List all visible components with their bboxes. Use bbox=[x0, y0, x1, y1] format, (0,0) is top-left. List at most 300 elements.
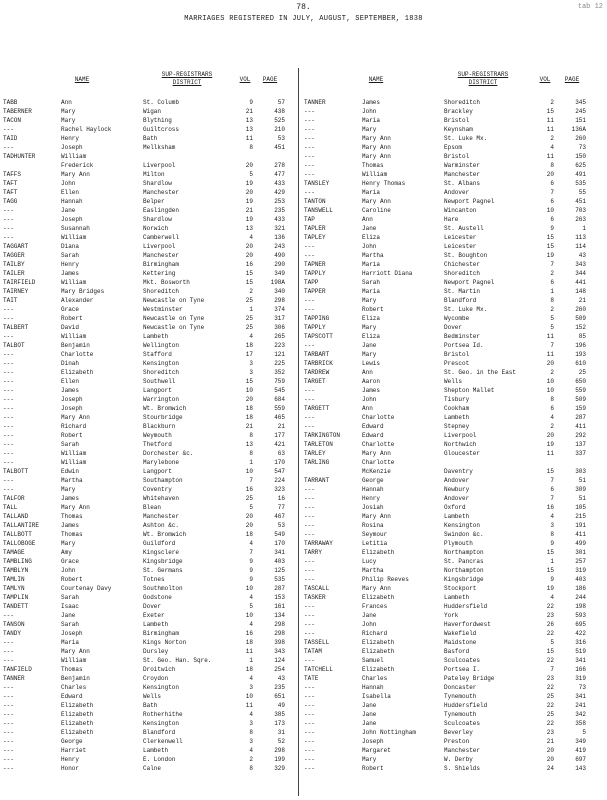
entry-page: 467 bbox=[274, 513, 285, 520]
entry-forename: Charles bbox=[61, 684, 87, 691]
entry-surname: --- bbox=[304, 495, 315, 502]
register-entry bbox=[3, 314, 297, 323]
entry-district: Gloucester bbox=[444, 450, 481, 457]
register-entry bbox=[304, 413, 598, 422]
entry-forename: Charles bbox=[362, 675, 388, 682]
entry-page: 535 bbox=[274, 576, 285, 583]
entry-page: 53 bbox=[277, 135, 285, 142]
entry-forename: Jane bbox=[362, 702, 377, 709]
register-entry bbox=[3, 413, 297, 422]
entry-surname: --- bbox=[304, 342, 315, 349]
entry-forename: Henry bbox=[61, 261, 80, 268]
entry-forename: Samuel bbox=[362, 657, 384, 664]
register-entry bbox=[304, 593, 598, 602]
entry-forename: Thomas bbox=[61, 531, 83, 538]
entry-district: Norwich bbox=[143, 225, 169, 232]
entry-district: St. Luke Mx. bbox=[444, 306, 488, 313]
entry-page: 545 bbox=[274, 387, 285, 394]
entry-volume: 4 bbox=[249, 747, 253, 754]
entry-page: 77 bbox=[277, 504, 285, 511]
entry-district: Sculcoates bbox=[444, 720, 481, 727]
entry-district: Milton bbox=[143, 171, 165, 178]
entry-forename: Mary bbox=[362, 297, 377, 304]
entry-volume: 13 bbox=[245, 441, 253, 448]
entry-page: 341 bbox=[575, 657, 586, 664]
entry-page: 53 bbox=[277, 522, 285, 529]
entry-page: 441 bbox=[575, 279, 586, 286]
entry-district: Newbury bbox=[444, 486, 470, 493]
entry-surname: --- bbox=[304, 576, 315, 583]
entry-surname: --- bbox=[304, 702, 315, 709]
entry-district: Leicester bbox=[444, 234, 477, 241]
entry-district: Tynemouth bbox=[444, 711, 477, 718]
entry-forename: Martha bbox=[362, 252, 384, 259]
entry-page: 225 bbox=[274, 360, 285, 367]
entry-volume: 7 bbox=[550, 342, 554, 349]
entry-volume: 7 bbox=[550, 261, 554, 268]
entry-page: 535 bbox=[575, 180, 586, 187]
entry-district: Manchester bbox=[143, 252, 180, 259]
register-entry bbox=[304, 683, 598, 692]
entry-volume: 21 bbox=[245, 207, 253, 214]
entry-forename: Maria bbox=[61, 639, 80, 646]
entry-surname: --- bbox=[3, 612, 14, 619]
entry-surname: TARRY bbox=[304, 549, 323, 556]
register-entry bbox=[304, 350, 598, 359]
entry-surname: --- bbox=[304, 738, 315, 745]
register-entry bbox=[3, 755, 297, 764]
entry-forename: Mary Ann bbox=[362, 144, 391, 151]
entry-district: Bath bbox=[143, 135, 158, 142]
entry-forename: Rosina bbox=[362, 522, 384, 529]
entry-district: Beverley bbox=[444, 729, 473, 736]
entry-forename: William bbox=[61, 459, 87, 466]
entry-volume: 25 bbox=[245, 297, 253, 304]
entry-volume: 20 bbox=[245, 189, 253, 196]
entry-volume: 10 bbox=[245, 612, 253, 619]
entry-surname: --- bbox=[3, 657, 14, 664]
entry-volume: 6 bbox=[550, 198, 554, 205]
entry-volume: 2 bbox=[550, 99, 554, 106]
entry-volume: 22 bbox=[546, 630, 554, 637]
entry-surname: --- bbox=[3, 126, 14, 133]
entry-surname: --- bbox=[304, 162, 315, 169]
entry-volume: 20 bbox=[245, 252, 253, 259]
entry-district: Brackley bbox=[444, 108, 473, 115]
entry-volume: 15 bbox=[245, 270, 253, 277]
register-entry bbox=[304, 557, 598, 566]
entry-district: Guildford bbox=[143, 540, 176, 547]
left-header-vol: VOL bbox=[239, 76, 251, 83]
entry-volume: 22 bbox=[546, 603, 554, 610]
entry-page: 411 bbox=[575, 531, 586, 538]
entry-district: Blackburn bbox=[143, 423, 176, 430]
register-entry bbox=[3, 170, 297, 179]
entry-district: Oxford bbox=[444, 504, 466, 511]
entry-forename: Aaron bbox=[362, 378, 381, 385]
register-entry bbox=[3, 188, 297, 197]
entry-volume: 11 bbox=[546, 126, 554, 133]
entry-page: 298 bbox=[274, 621, 285, 628]
entry-volume: 8 bbox=[249, 450, 253, 457]
entry-district: Whitehaven bbox=[143, 495, 180, 502]
entry-surname: TASSELL bbox=[304, 639, 330, 646]
entry-volume: 20 bbox=[245, 513, 253, 520]
entry-surname: TAMPLIN bbox=[3, 594, 29, 601]
entry-forename: Charlotte bbox=[61, 351, 94, 358]
entry-surname: --- bbox=[3, 450, 14, 457]
entry-surname: --- bbox=[3, 765, 14, 772]
entry-forename: Robert bbox=[61, 576, 83, 583]
entry-forename: Charlotte bbox=[362, 441, 395, 448]
entry-surname: TALLBOTT bbox=[3, 531, 32, 538]
register-entry bbox=[304, 188, 598, 197]
register-entry bbox=[304, 584, 598, 593]
entry-district: Lambeth bbox=[444, 513, 470, 520]
entry-district: Andover bbox=[444, 189, 470, 196]
entry-page: 210 bbox=[274, 126, 285, 133]
entry-volume: 18 bbox=[245, 342, 253, 349]
entry-page: 85 bbox=[578, 333, 586, 340]
entry-surname: TARGET bbox=[304, 378, 326, 385]
register-entry bbox=[3, 152, 297, 161]
entry-surname: TASCALL bbox=[304, 585, 330, 592]
entry-forename: Ann bbox=[362, 216, 373, 223]
entry-district: Newcastle on Tyne bbox=[143, 315, 205, 322]
right-header-page: PAGE bbox=[564, 76, 580, 83]
entry-volume: 25 bbox=[546, 693, 554, 700]
register-entry bbox=[304, 503, 598, 512]
register-entry bbox=[3, 350, 297, 359]
entry-surname: --- bbox=[304, 657, 315, 664]
entry-forename: Edwin bbox=[61, 468, 80, 475]
register-entry bbox=[3, 395, 297, 404]
entry-forename: Eliza bbox=[362, 333, 381, 340]
entry-district: Northampton bbox=[444, 567, 484, 574]
entry-page: 223 bbox=[274, 342, 285, 349]
entry-page: 519 bbox=[575, 648, 586, 655]
register-entry bbox=[304, 269, 598, 278]
entry-volume: 20 bbox=[245, 396, 253, 403]
entry-forename: Elizabeth bbox=[61, 369, 94, 376]
entry-district: Shepton Mallet bbox=[444, 387, 495, 394]
entry-page: 759 bbox=[274, 378, 285, 385]
entry-district: Kings Norton bbox=[143, 639, 187, 646]
right-header-district-2: DISTRICT bbox=[468, 79, 498, 86]
entry-forename: David bbox=[61, 324, 80, 331]
entry-surname: TANSWELL bbox=[304, 207, 333, 214]
entry-volume: 15 bbox=[245, 378, 253, 385]
register-entry bbox=[3, 134, 297, 143]
entry-volume: 9 bbox=[249, 576, 253, 583]
register-entry bbox=[3, 593, 297, 602]
entry-district: Epsom bbox=[444, 144, 463, 151]
entry-district: Croydon bbox=[143, 675, 169, 682]
entry-forename: Mary Ann bbox=[61, 171, 90, 178]
entry-volume: 22 bbox=[546, 684, 554, 691]
register-entry bbox=[3, 719, 297, 728]
register-entry bbox=[304, 170, 598, 179]
entry-volume: 3 bbox=[249, 369, 253, 376]
entry-district: Stepney bbox=[444, 423, 470, 430]
entry-volume: 9 bbox=[550, 540, 554, 547]
entry-volume: 10 bbox=[245, 387, 253, 394]
register-entry bbox=[304, 764, 598, 773]
entry-volume: 11 bbox=[245, 135, 253, 142]
register-entry bbox=[3, 215, 297, 224]
register-entry bbox=[304, 746, 598, 755]
entry-volume: 15 bbox=[546, 468, 554, 475]
entry-volume: 13 bbox=[245, 225, 253, 232]
entry-district: Rotherhithe bbox=[143, 711, 183, 718]
entry-district: Easlingden bbox=[143, 207, 180, 214]
entry-forename: Joseph bbox=[61, 216, 83, 223]
entry-surname: TANNER bbox=[304, 99, 326, 106]
entry-forename: Jane bbox=[362, 225, 377, 232]
entry-surname: --- bbox=[304, 135, 315, 142]
entry-surname: TALLAND bbox=[3, 513, 29, 520]
entry-surname: --- bbox=[304, 108, 315, 115]
entry-page: 610 bbox=[575, 360, 586, 367]
entry-volume: 24 bbox=[546, 765, 554, 772]
register-entry bbox=[3, 512, 297, 521]
entry-surname: TATAM bbox=[304, 648, 323, 655]
register-entry bbox=[3, 611, 297, 620]
entry-volume: 4 bbox=[249, 594, 253, 601]
entry-district: Wycombe bbox=[444, 315, 470, 322]
entry-page: 244 bbox=[575, 594, 586, 601]
entry-forename: John bbox=[61, 567, 76, 574]
entry-forename: McKenzie bbox=[362, 468, 391, 475]
entry-volume: 8 bbox=[550, 531, 554, 538]
entry-surname: --- bbox=[3, 459, 14, 466]
register-entry bbox=[304, 521, 598, 530]
register-entry bbox=[3, 224, 297, 233]
entry-page: 186 bbox=[575, 585, 586, 592]
entry-volume: 2 bbox=[550, 135, 554, 142]
entry-forename: Elizabeth bbox=[61, 729, 94, 736]
entry-volume: 8 bbox=[249, 432, 253, 439]
entry-district: Kingsbridge bbox=[444, 576, 484, 583]
entry-district: Mellksham bbox=[143, 144, 176, 151]
register-entry bbox=[3, 575, 297, 584]
register-entry bbox=[304, 458, 598, 467]
entry-forename: Elizabeth bbox=[61, 711, 94, 718]
entry-volume: 10 bbox=[245, 693, 253, 700]
entry-forename: Hannah bbox=[362, 486, 384, 493]
register-entry bbox=[3, 98, 297, 107]
entry-district: Ashton &c. bbox=[143, 522, 180, 529]
entry-forename: Mary Ann bbox=[362, 153, 391, 160]
entry-volume: 6 bbox=[550, 180, 554, 187]
entry-forename: Benjamin bbox=[61, 342, 90, 349]
register-entry bbox=[3, 539, 297, 548]
entry-district: Newport Pagnel bbox=[444, 279, 495, 286]
register-entry bbox=[304, 638, 598, 647]
entry-surname: TAPPER bbox=[304, 288, 326, 295]
left-header-page: PAGE bbox=[262, 76, 278, 83]
entry-district: Bristol bbox=[444, 351, 470, 358]
entry-forename: Ann bbox=[362, 405, 373, 412]
entry-volume: 21 bbox=[546, 738, 554, 745]
entry-page: 411 bbox=[575, 423, 586, 430]
entry-surname: --- bbox=[304, 243, 315, 250]
entry-page: 5 bbox=[582, 729, 586, 736]
register-entry bbox=[304, 215, 598, 224]
entry-forename: Susannah bbox=[61, 225, 90, 232]
entry-district: York bbox=[444, 612, 459, 619]
entry-page: 43 bbox=[578, 252, 586, 259]
entry-forename: Ellen bbox=[61, 378, 80, 385]
entry-page: 341 bbox=[274, 549, 285, 556]
entry-surname: --- bbox=[3, 423, 14, 430]
entry-district: St. Columb bbox=[143, 99, 180, 106]
register-entry bbox=[304, 710, 598, 719]
register-entry bbox=[304, 125, 598, 134]
entry-page: 491 bbox=[575, 171, 586, 178]
entry-district: Dursley bbox=[143, 648, 169, 655]
entry-forename: Elizabeth bbox=[61, 720, 94, 727]
entry-volume: 19 bbox=[546, 252, 554, 259]
entry-surname: --- bbox=[304, 171, 315, 178]
entry-surname: TATCHELL bbox=[304, 666, 333, 673]
entry-surname: --- bbox=[3, 396, 14, 403]
entry-page: 159 bbox=[575, 405, 586, 412]
entry-volume: 20 bbox=[245, 522, 253, 529]
register-entry bbox=[3, 242, 297, 251]
entry-district: Wells bbox=[143, 693, 162, 700]
entry-forename: Lewis bbox=[362, 360, 381, 367]
entry-page: 321 bbox=[274, 225, 285, 232]
entry-page: 198A bbox=[270, 279, 285, 286]
entry-district: Maidstone bbox=[444, 639, 477, 646]
entry-district: Shoreditch bbox=[143, 288, 180, 295]
entry-volume: 9 bbox=[249, 558, 253, 565]
entry-surname: TAPPLY bbox=[304, 270, 326, 277]
entry-forename: Henry bbox=[61, 756, 80, 763]
entry-volume: 1 bbox=[550, 288, 554, 295]
entry-surname: TARBRICK bbox=[304, 360, 333, 367]
entry-page: 257 bbox=[575, 558, 586, 565]
entry-volume: 8 bbox=[249, 144, 253, 151]
register-entry bbox=[304, 647, 598, 656]
register-entry bbox=[304, 287, 598, 296]
entry-district: Lambeth bbox=[143, 747, 169, 754]
register-entry bbox=[3, 107, 297, 116]
entry-surname: TAMAGE bbox=[3, 549, 25, 556]
entry-volume: 19 bbox=[546, 585, 554, 592]
entry-page: 63 bbox=[277, 450, 285, 457]
entry-volume: 15 bbox=[546, 648, 554, 655]
entry-forename: Grace bbox=[61, 558, 80, 565]
left-header-name: NAME bbox=[74, 76, 90, 83]
entry-volume: 11 bbox=[546, 351, 554, 358]
register-entry bbox=[304, 314, 598, 323]
entry-volume: 7 bbox=[249, 477, 253, 484]
entry-forename: Joseph bbox=[61, 630, 83, 637]
register-entry bbox=[304, 665, 598, 674]
entry-surname: TALBERT bbox=[3, 324, 29, 331]
register-entry bbox=[304, 224, 598, 233]
entry-surname: TARLETON bbox=[304, 441, 333, 448]
entry-page: 593 bbox=[575, 612, 586, 619]
register-entry bbox=[3, 233, 297, 242]
entry-forename: Mary bbox=[61, 108, 76, 115]
register-entry bbox=[304, 575, 598, 584]
entry-forename: Edward bbox=[362, 432, 384, 439]
entry-page: 125 bbox=[274, 567, 285, 574]
entry-forename: Elizabeth bbox=[362, 639, 395, 646]
entry-forename: Ann bbox=[362, 369, 373, 376]
register-entry bbox=[304, 152, 598, 161]
entry-district: Portsea I. bbox=[444, 666, 481, 673]
entry-page: 124 bbox=[274, 657, 285, 664]
entry-volume: 1 bbox=[249, 459, 253, 466]
entry-surname: --- bbox=[3, 369, 14, 376]
entry-forename: William bbox=[61, 279, 87, 286]
entry-page: 235 bbox=[274, 684, 285, 691]
entry-forename: Elizabeth bbox=[61, 702, 94, 709]
entry-surname: TAILER bbox=[3, 270, 25, 277]
register-entry bbox=[3, 449, 297, 458]
entry-volume: 7 bbox=[550, 477, 554, 484]
entry-district: St. Pancras bbox=[444, 558, 484, 565]
entry-surname: TALL bbox=[3, 504, 18, 511]
entry-district: Liverpool bbox=[143, 162, 176, 169]
entry-surname: --- bbox=[304, 387, 315, 394]
entry-district: Huddersfield bbox=[444, 702, 488, 709]
register-entry bbox=[3, 341, 297, 350]
entry-surname: --- bbox=[304, 297, 315, 304]
entry-forename: William bbox=[61, 333, 87, 340]
entry-district: Kettering bbox=[143, 270, 176, 277]
entry-forename: Hannah bbox=[362, 684, 384, 691]
register-entry bbox=[304, 692, 598, 701]
entry-page: 177 bbox=[274, 432, 285, 439]
entry-surname: --- bbox=[3, 414, 14, 421]
entry-page: 143 bbox=[575, 765, 586, 772]
entry-district: Bedminster bbox=[444, 333, 481, 340]
entry-volume: 6 bbox=[550, 405, 554, 412]
entry-district: Shardlow bbox=[143, 216, 172, 223]
entry-surname: --- bbox=[3, 477, 14, 484]
entry-page: 309 bbox=[575, 486, 586, 493]
entry-volume: 4 bbox=[249, 711, 253, 718]
entry-surname: --- bbox=[304, 747, 315, 754]
register-entry bbox=[304, 440, 598, 449]
register-entry bbox=[304, 530, 598, 539]
entry-forename: Alexander bbox=[61, 297, 94, 304]
entry-volume: 15 bbox=[546, 549, 554, 556]
register-entry bbox=[3, 323, 297, 332]
entry-volume: 2 bbox=[550, 270, 554, 277]
entry-page: 114 bbox=[575, 243, 586, 250]
entry-surname: TARRAWAY bbox=[304, 540, 333, 547]
entry-page: 421 bbox=[274, 441, 285, 448]
entry-page: 374 bbox=[274, 306, 285, 313]
register-entry bbox=[3, 269, 297, 278]
entry-forename: Elizabeth bbox=[362, 549, 395, 556]
entry-volume: 13 bbox=[245, 117, 253, 124]
entry-district: Wigan bbox=[143, 108, 162, 115]
entry-surname: --- bbox=[304, 684, 315, 691]
entry-volume: 19 bbox=[546, 441, 554, 448]
register-entry bbox=[3, 530, 297, 539]
entry-forename: John bbox=[362, 396, 377, 403]
entry-volume: 15 bbox=[546, 567, 554, 574]
entry-surname: --- bbox=[3, 333, 14, 340]
register-entry bbox=[304, 602, 598, 611]
